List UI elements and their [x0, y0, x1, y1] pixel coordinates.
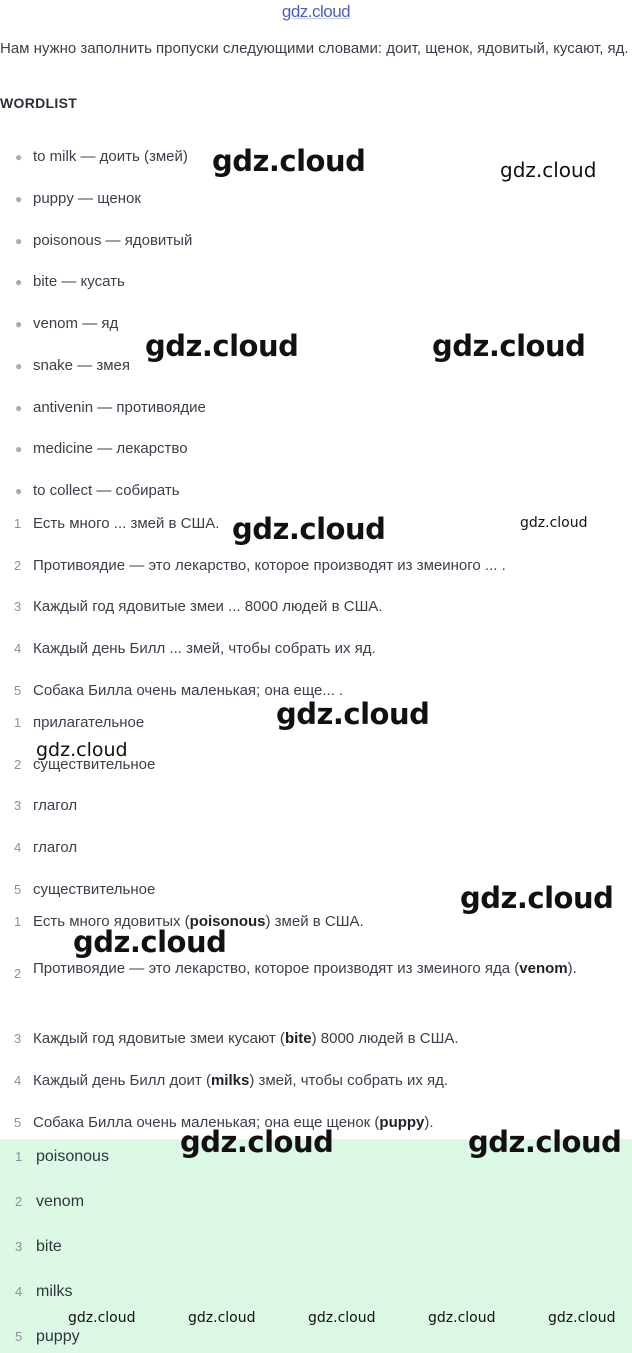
- watermark: gdz.cloud: [500, 158, 597, 182]
- answer-word: milks: [210, 1072, 250, 1089]
- watermark: gdz.cloud: [36, 739, 128, 761]
- watermark: gdz.cloud: [428, 1310, 496, 1326]
- watermark: gdz.cloud: [520, 515, 588, 531]
- answer-word: poisonous: [189, 913, 266, 930]
- bullet-icon: ●: [15, 359, 23, 373]
- task-intro: Нам нужно заполнить пропуски следующими словами: доит, щенок, ядовитый, кусают, яд.: [0, 40, 629, 57]
- bullet-icon: ●: [15, 150, 23, 164]
- watermark: gdz.cloud: [232, 512, 386, 546]
- watermark: gdz.cloud: [432, 329, 586, 363]
- watermark: gdz.cloud: [188, 1310, 256, 1326]
- bullet-icon: ●: [15, 234, 23, 248]
- watermark: gdz.cloud: [212, 144, 366, 178]
- answer-word: puppy: [379, 1114, 425, 1131]
- bullet-icon: ●: [15, 442, 23, 456]
- bullet-icon: ●: [15, 192, 23, 206]
- watermark: gdz.cloud: [145, 329, 299, 363]
- bullet-icon: ●: [15, 275, 23, 289]
- watermark: gdz.cloud: [180, 1125, 334, 1159]
- watermark: gdz.cloud: [73, 925, 227, 959]
- answer-word: bite: [284, 1030, 312, 1047]
- watermark: gdz.cloud: [468, 1125, 622, 1159]
- answer-word: venom: [519, 960, 568, 977]
- bullet-icon: ●: [15, 317, 23, 331]
- watermark: gdz.cloud: [276, 697, 430, 731]
- wordlist-heading: WORDLIST: [0, 95, 78, 111]
- site-logo[interactable]: gdz.cloud: [281, 2, 351, 21]
- watermark: gdz.cloud: [548, 1310, 616, 1326]
- watermark: gdz.cloud: [308, 1310, 376, 1326]
- answer-box: 1 poisonous 2 venom 3 bite 4 milks 5 puppy: [0, 1139, 632, 1353]
- watermark: gdz.cloud: [68, 1310, 136, 1326]
- watermark: gdz.cloud: [460, 881, 614, 915]
- bullet-icon: ●: [15, 484, 23, 498]
- bullet-icon: ●: [15, 401, 23, 415]
